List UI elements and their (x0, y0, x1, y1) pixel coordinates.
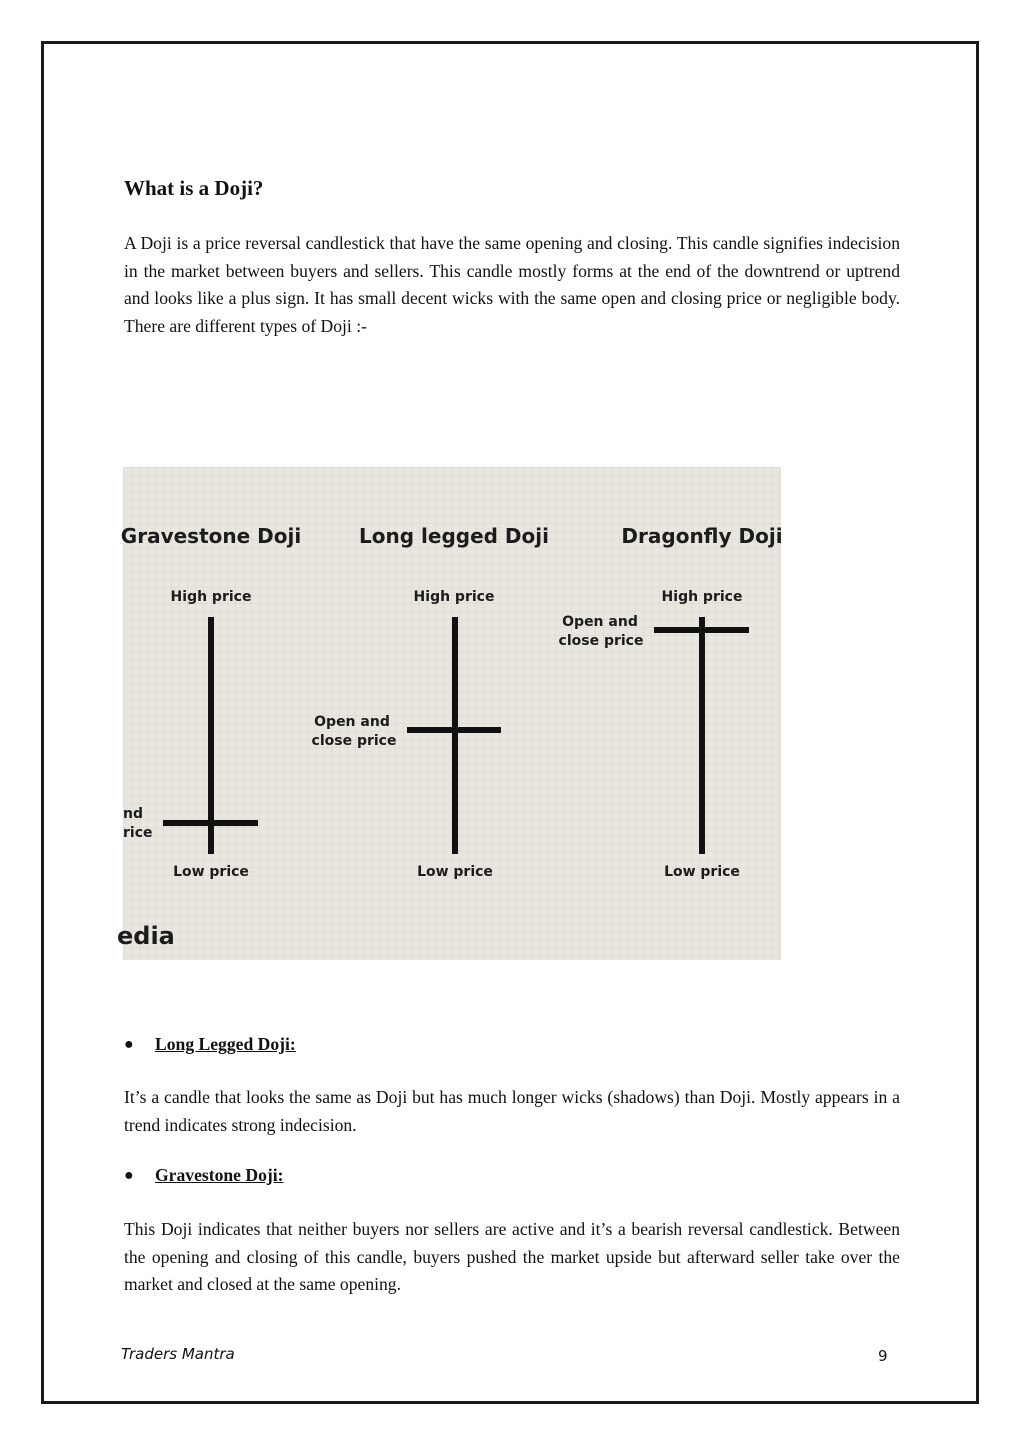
dragonfly-high-label: High price (661, 589, 743, 605)
dragonfly-open-close-line1: Open and (562, 614, 638, 630)
intro-paragraph: A Doji is a price reversal candlestick that have the same opening and closing. This candle signifies indecision in the market between buyers and sellers. This candle mostly forms at the end of the downtrend or uptrend and looks like a plus sign. It has small decent wicks with the same open and closing price or negligible body. There are different types of Doji :- (124, 233, 900, 336)
doji-types-figure (117, 467, 783, 960)
cropped-brand-text: edia (117, 922, 175, 950)
long-legged-high-label: High price (413, 589, 495, 605)
bullet-icon: ● (124, 1035, 134, 1053)
gravestone-low-label: Low price (173, 864, 249, 880)
section-heading-long-legged (124, 1034, 296, 1055)
footer-brand: Traders Mantra (121, 1345, 235, 1363)
dragonfly-open-close-line2: close price (558, 633, 644, 649)
cropped-label-line1: nd (123, 806, 143, 822)
page-number: 9 (878, 1347, 888, 1365)
gravestone-paragraph: This Doji indicates that neither buyers nor sellers are active and it’s a bearish reversal candlestick. Between the opening and closing of this candle, buyers pushed the market upside but afterward seller take over the market and closed at the same opening. (124, 1219, 900, 1294)
page-title: What is a Doji? (124, 176, 264, 200)
bullet-icon: ● (124, 1166, 134, 1184)
long-legged-doji-title: Long legged Doji (359, 524, 549, 548)
cropped-label-line2: rice (123, 825, 153, 841)
section-title: Gravestone Doji: (155, 1165, 284, 1185)
dragonfly-doji-title: Dragonfly Doji (621, 524, 783, 548)
long-legged-open-close-line1: Open and (314, 714, 390, 730)
long-legged-open-close-line2: close price (311, 733, 397, 749)
section-title: Long Legged Doji: (155, 1034, 296, 1054)
gravestone-high-label: High price (170, 589, 252, 605)
dragonfly-low-label: Low price (664, 864, 740, 880)
long-legged-low-label: Low price (417, 864, 493, 880)
gravestone-doji-title: Gravestone Doji (120, 524, 302, 548)
long-legged-paragraph: It’s a candle that looks the same as Doji but has much longer wicks (shadows) than Doji. Mostly appears in a trend indicates strong indecision. (124, 1087, 900, 1135)
section-heading-gravestone (124, 1165, 284, 1186)
